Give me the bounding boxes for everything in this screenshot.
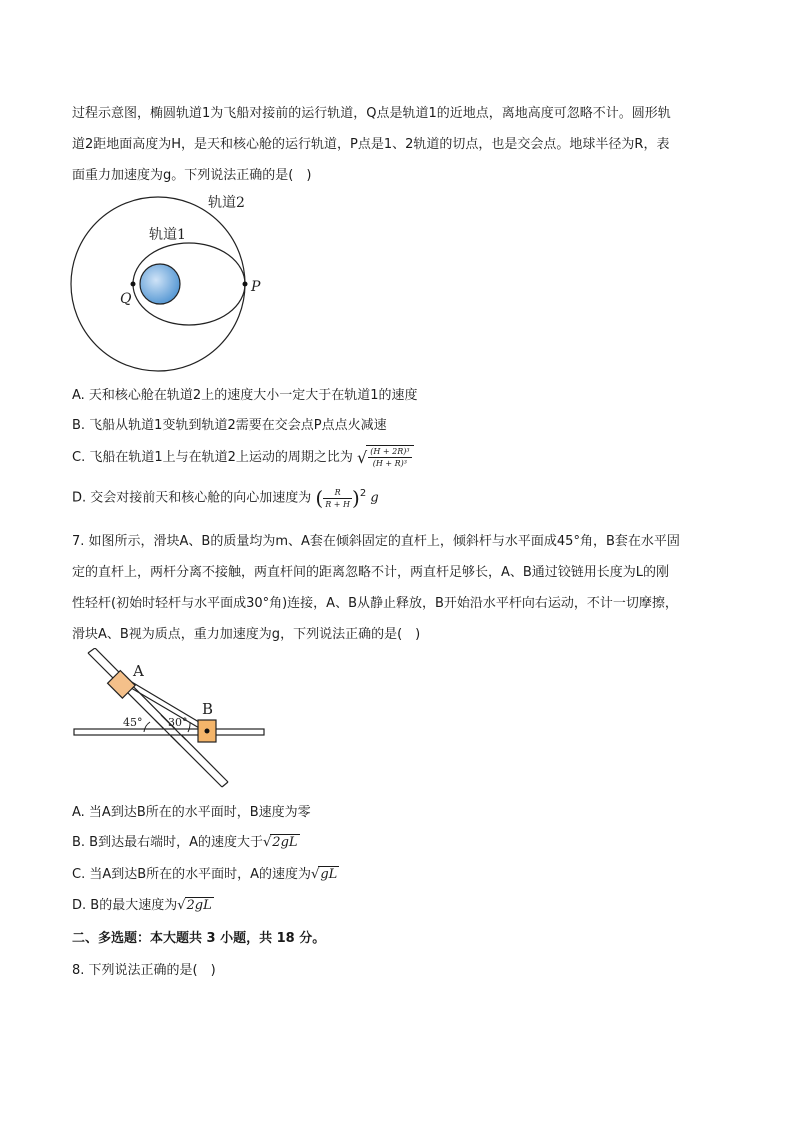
label-a: A: [133, 662, 144, 680]
section-2-heading: 二、多选题：本大题共 3 小题，共 18 分。: [72, 931, 326, 946]
q7-option-c[interactable]: C. 当A到达B所在的水平面时，A的速度为√gL: [72, 867, 338, 882]
q6-option-d-text: D. 交会对接前天和核心舱的向心加速度为: [72, 490, 312, 506]
q6-option-b[interactable]: B. 飞船从轨道1变轨到轨道2需要在交会点P点点火减速: [72, 418, 387, 433]
q7-option-d-text: D. B的最大速度为: [72, 898, 178, 913]
q7-stem-line-4: 滑块A、B视为质点，重力加速度为g，下列说法正确的是( ): [72, 627, 421, 642]
q6-intro-line-1: 过程示意图，椭圆轨道1为飞船对接前的运行轨道，Q点是轨道1的近地点，离地高度可忽略不计。圆形轨: [72, 106, 671, 121]
point-q-dot: [131, 282, 136, 287]
point-p-label: P: [251, 279, 261, 295]
orbit-1-label: 轨道1: [149, 227, 186, 243]
orbit-figure: [65, 190, 275, 375]
angle-30-label: 30°: [168, 716, 188, 729]
angle-45-label: 45°: [123, 716, 143, 729]
q6-option-c-radical: [366, 445, 413, 469]
q7-option-a[interactable]: A. 当A到达B所在的水平面时，B速度为零: [72, 805, 311, 820]
q8-stem: 8. 下列说法正确的是( ): [72, 963, 216, 978]
q7-option-b[interactable]: B. B到达最右端时，A的速度大于√2gL: [72, 835, 298, 850]
q7-option-d-radical: 2gL: [186, 898, 212, 913]
q6-option-d-denominator: R + H: [325, 499, 351, 509]
orbit-2-label: 轨道2: [208, 195, 245, 211]
label-b: B: [202, 700, 214, 718]
rod-figure: [70, 648, 270, 793]
q6-option-d[interactable]: D. 交会对接前天和核心舱的向心加速度为 ( $\frac{R}{R + H}$ )$^2$ g: [72, 486, 379, 510]
q7-stem-line-1: 7. 如图所示，滑块A、B的质量均为m、A套在倾斜固定的直杆上，倾斜杆与水平面成45°角，B套在水平固: [72, 534, 680, 549]
q7-option-b-text: B. B到达最右端时，A的速度大于: [72, 835, 263, 850]
q6-option-d-numerator: R: [323, 487, 352, 499]
earth: [140, 264, 180, 304]
q7-option-b-radical: 2gL: [272, 835, 298, 850]
q6-option-d-g: g: [370, 490, 379, 506]
q6-option-c-text: C. 飞船在轨道1上与在轨道2上运动的周期之比为: [72, 450, 353, 465]
q7-option-c-text: C. 当A到达B所在的水平面时，A的速度为: [72, 867, 312, 882]
q6-intro-line-2: 道2距地面高度为H，是天和核心舱的运行轨道，P点是1、2轨道的切点，也是交会点。地球半径为R，表: [72, 137, 670, 152]
q6-intro-line-3: 面重力加速度为g。下列说法正确的是( ): [72, 168, 312, 183]
point-p-dot: [243, 282, 248, 287]
block-a: [108, 671, 136, 699]
point-q-label: Q: [120, 291, 132, 307]
q6-option-a[interactable]: A. 天和核心舱在轨道2上的速度大小一定大于在轨道1的速度: [72, 388, 418, 403]
q7-stem-line-2: 定的直杆上，两杆分离不接触，两直杆间的距离忽略不计，两直杆足够长，A、B通过铰链用长度为L的刚: [72, 565, 670, 580]
q7-option-d[interactable]: D. B的最大速度为√2gL: [72, 898, 212, 913]
q6-option-d-exponent: 2: [359, 488, 367, 500]
q6-option-c-numerator: (H + 2R)³: [370, 447, 410, 456]
q6-option-c-denominator: (H + R)³: [372, 459, 408, 468]
q7-stem-line-3: 性轻杆(初始时轻杆与水平面成30°角)连接，A、B从静止释放，B开始沿水平杆向右运动，不计一切摩擦，: [72, 596, 678, 611]
q7-option-c-radical: gL: [320, 867, 338, 882]
q6-option-c[interactable]: C. 飞船在轨道1上与在轨道2上运动的周期之比为 √ $\frac{\text{(H + 2R)³}}{\text{(H + R)³}}$: [72, 445, 414, 469]
